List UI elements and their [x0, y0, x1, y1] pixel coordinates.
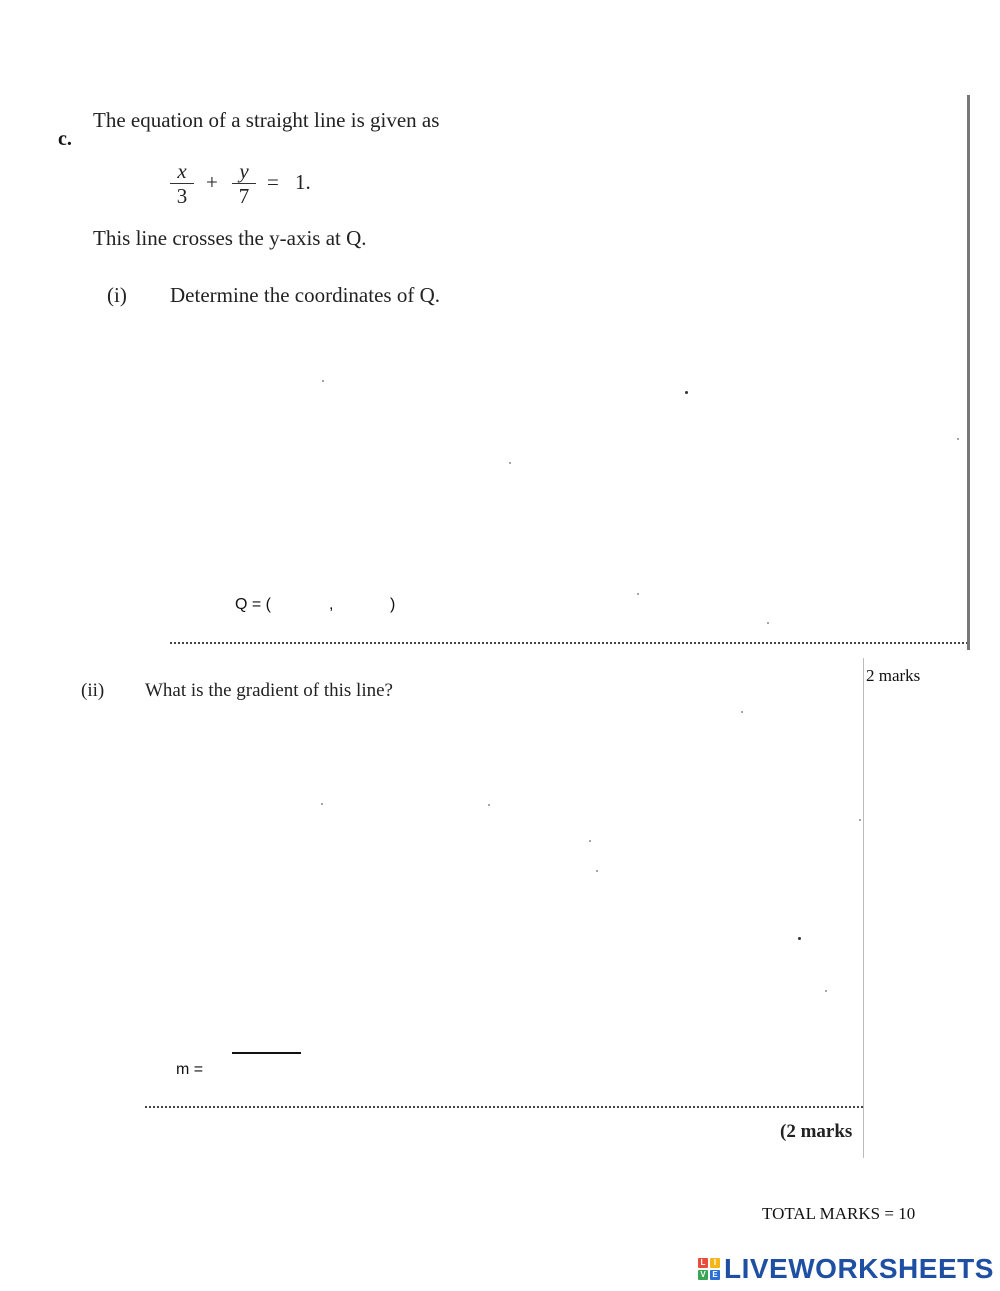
- scan-speck: [685, 391, 688, 394]
- x-denominator: 3: [176, 184, 188, 208]
- scan-speck: [741, 711, 743, 713]
- equals-sign: =: [267, 170, 279, 194]
- y-fraction: [232, 160, 256, 207]
- q-answer-suffix: ): [390, 596, 396, 613]
- marks-i: 2 marks: [866, 666, 921, 685]
- scan-speck: [957, 438, 959, 440]
- scan-speck: [589, 840, 591, 842]
- margin-line-top: [967, 95, 970, 650]
- crosses-text: This line crosses the y-axis at Q.: [93, 226, 367, 250]
- liveworksheets-logo-icon: [698, 1258, 720, 1280]
- scan-speck: [596, 870, 598, 872]
- logo-tile: V: [698, 1270, 708, 1280]
- y-numerator: y: [239, 159, 249, 183]
- scan-speck: [488, 804, 490, 806]
- sub-question-ii-number: (ii): [81, 680, 105, 701]
- brand-text: LIVEWORKSHEETS: [724, 1253, 994, 1284]
- marks-ii: (2 marks: [780, 1121, 853, 1142]
- logo-tile: E: [710, 1270, 720, 1280]
- sub-question-ii-text: What is the gradient of this line?: [145, 680, 393, 701]
- x-numerator: x: [177, 159, 187, 183]
- logo-tile: L: [698, 1258, 708, 1268]
- intro-text: The equation of a straight line is given as: [93, 108, 440, 132]
- part-label: c.: [58, 128, 72, 150]
- sub-question-i-number: (i): [107, 283, 127, 307]
- scan-speck: [767, 622, 769, 624]
- y-denominator: 7: [238, 184, 250, 208]
- m-answer-label: m =: [176, 1061, 204, 1078]
- scan-speck: [825, 990, 827, 992]
- sub-question-i-text: Determine the coordinates of Q.: [170, 283, 440, 307]
- total-marks: TOTAL MARKS = 10: [762, 1204, 916, 1223]
- plus-sign: +: [206, 170, 218, 194]
- scan-speck: [859, 819, 861, 821]
- answer-divider-ii: [145, 1106, 863, 1108]
- answer-divider-i: [170, 642, 968, 644]
- margin-line-bottom: [863, 658, 864, 1158]
- x-fraction: [170, 160, 194, 207]
- scan-speck: [798, 937, 801, 940]
- q-answer-prefix: Q = (: [235, 596, 272, 613]
- scan-speck: [322, 380, 324, 382]
- m-answer-blank[interactable]: [232, 1052, 301, 1054]
- equation-rhs: 1.: [295, 170, 311, 194]
- logo-tile: I: [710, 1258, 720, 1268]
- scan-speck: [321, 803, 323, 805]
- liveworksheets-brand: [698, 1254, 994, 1284]
- scan-speck: [509, 462, 511, 464]
- q-answer-comma: ,: [329, 596, 334, 613]
- scan-speck: [637, 593, 639, 595]
